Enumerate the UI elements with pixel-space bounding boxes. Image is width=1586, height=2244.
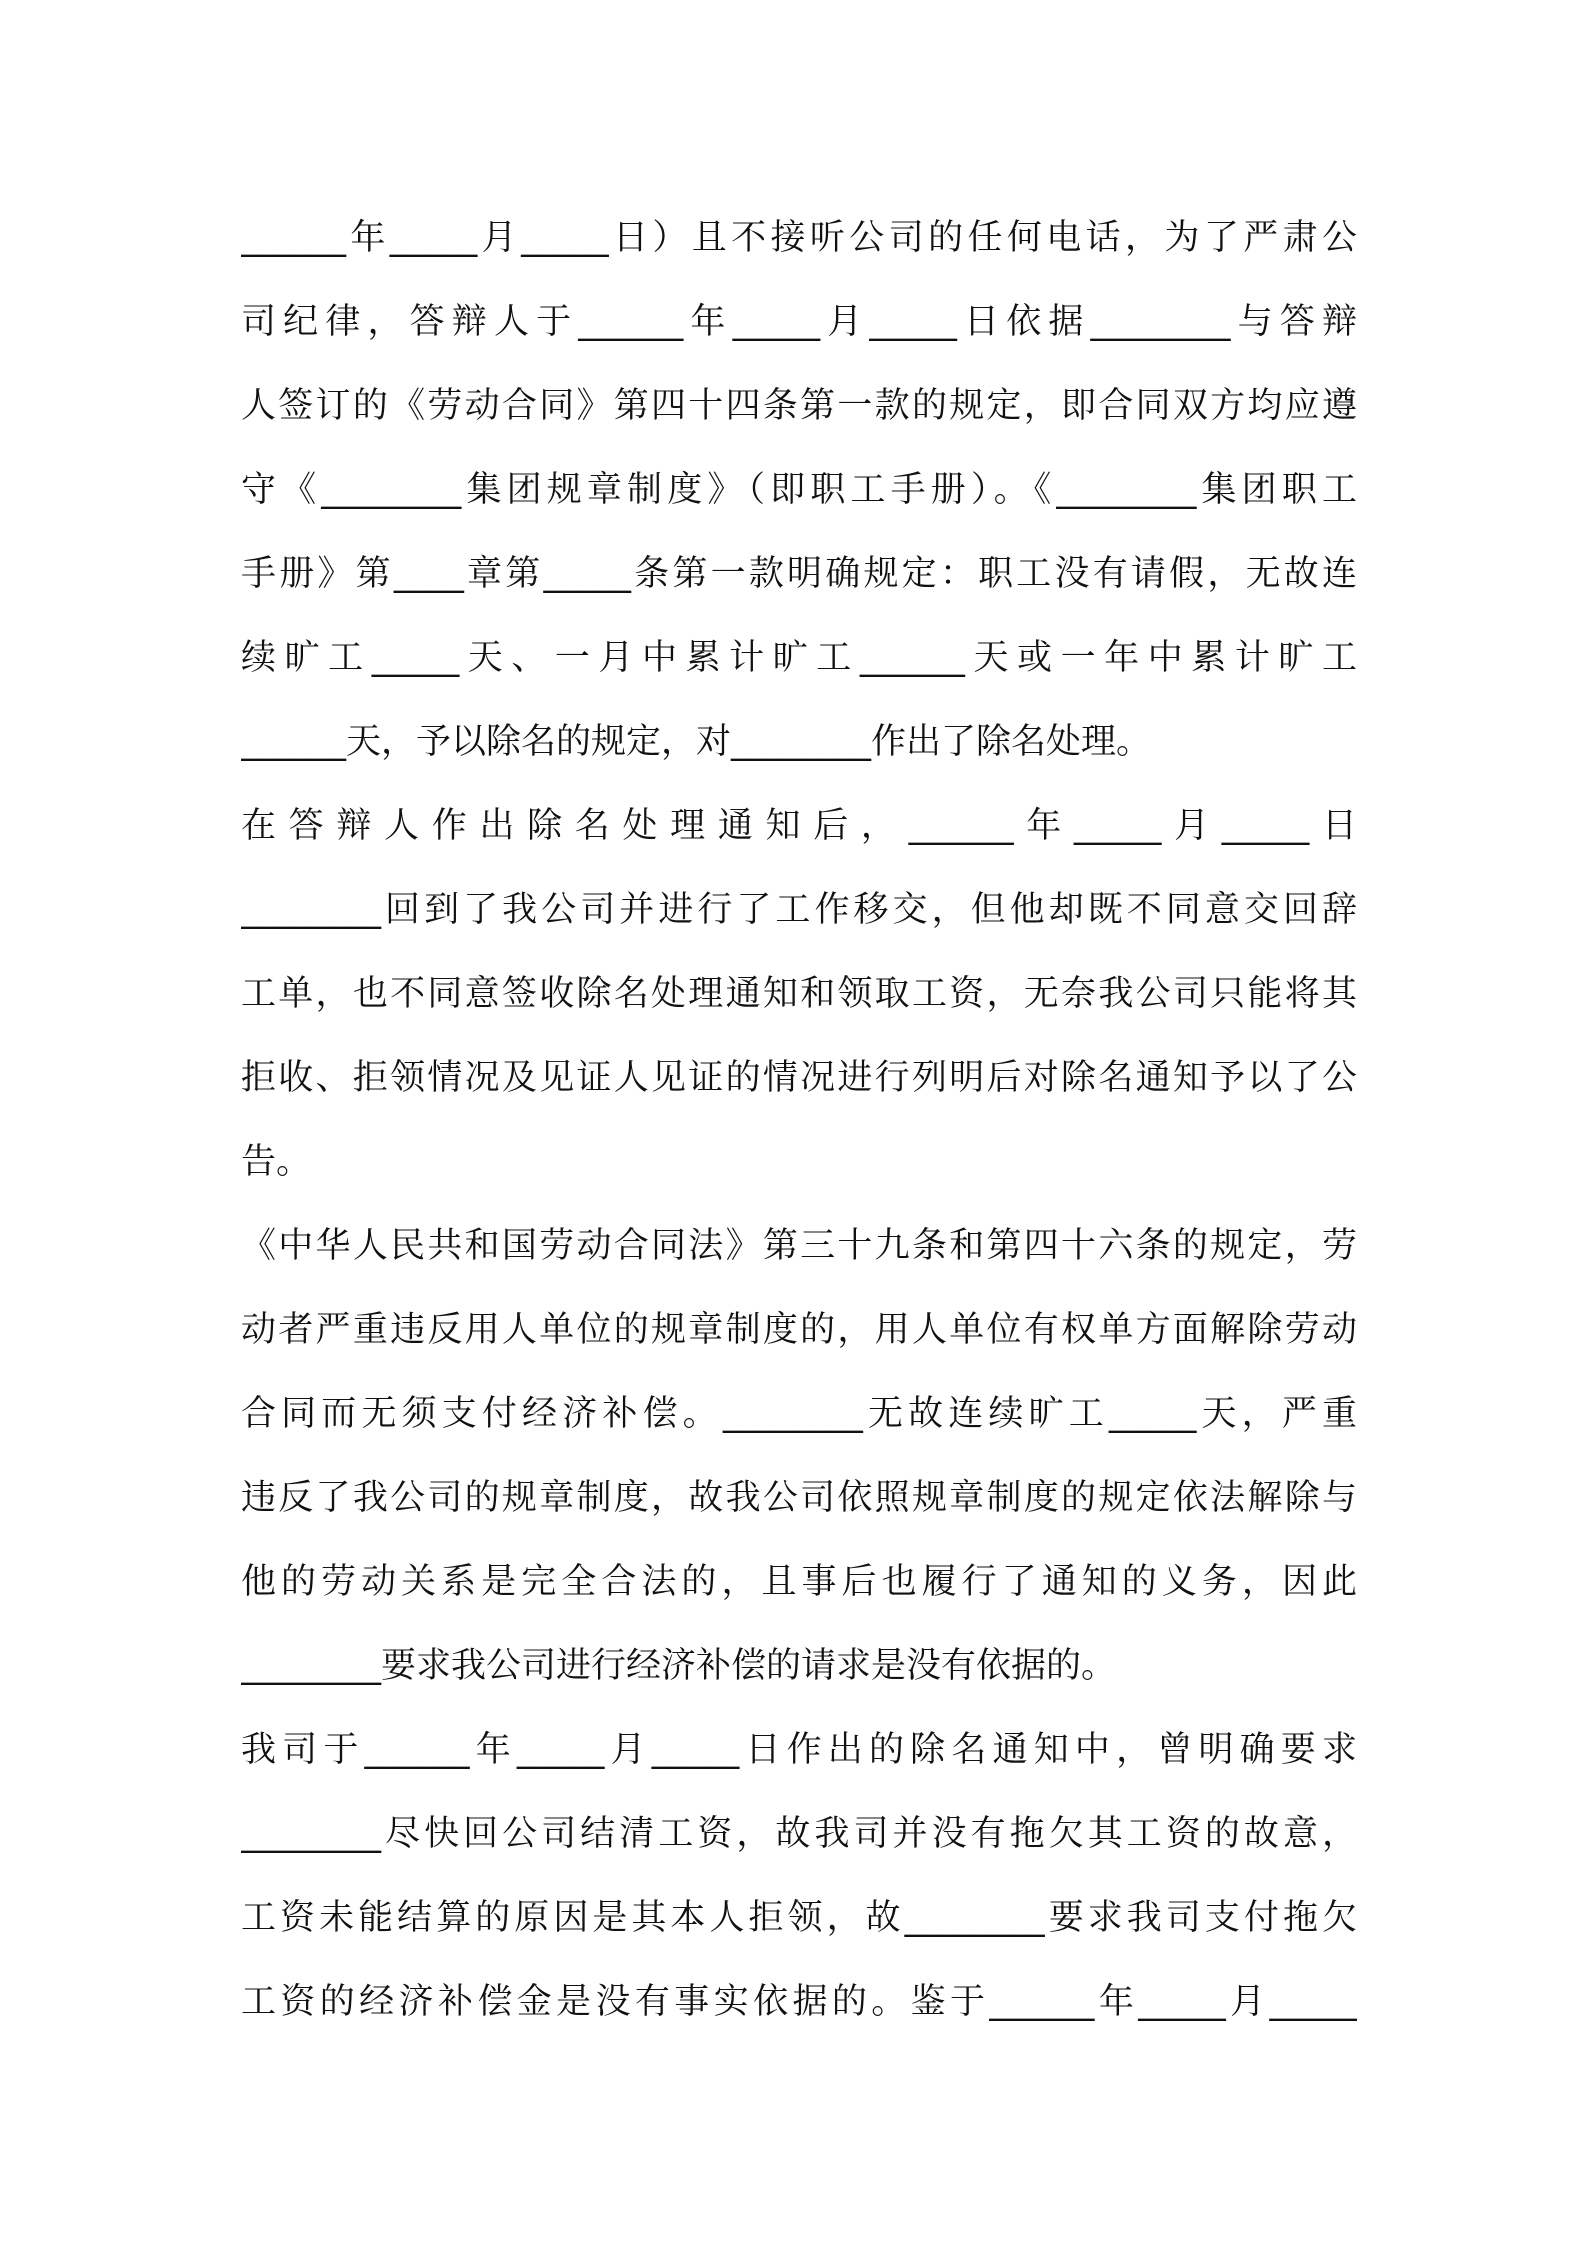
text-line: 拒收、拒领情况及见证人见证的情况进行列明后对除名通知予以了公 (241, 1058, 1357, 1098)
text-line: 司纪律，答辩人于______年_____月_____日依据________与答辩 (241, 302, 1357, 342)
text-line: 告。 (241, 1142, 312, 1182)
text-line: 动者严重违反用人单位的规章制度的，用人单位有权单方面解除劳动 (241, 1310, 1357, 1350)
text-line: ________要求我公司进行经济补偿的请求是没有依据的。 (241, 1646, 1117, 1686)
text-line: 工资的经济补偿金是没有事实依据的。鉴于______年_____月_____ (241, 1982, 1357, 2022)
text-line: ________尽快回公司结清工资，故我司并没有拖欠其工资的故意， (241, 1814, 1357, 1854)
text-line: 工单，也不同意签收除名处理通知和领取工资，无奈我公司只能将其 (241, 974, 1357, 1014)
text-line: ________回到了我公司并进行了工作移交，但他却既不同意交回辞 (241, 890, 1357, 930)
text-line: 合同而无须支付经济补偿。________无故连续旷工_____天，严重 (241, 1394, 1357, 1434)
text-line: 守《________集团规章制度》（即职工手册）。《________集团职工 (241, 470, 1357, 510)
text-line: 续旷工_____天、一月中累计旷工______天或一年中累计旷工 (241, 638, 1357, 678)
text-line: 违反了我公司的规章制度，故我公司依照规章制度的规定依法解除与 (241, 1478, 1357, 1518)
text-line: 我司于______年_____月_____日作出的除名通知中，曾明确要求 (241, 1730, 1357, 1770)
text-line: 手册》第____章第_____条第一款明确规定：职工没有请假，无故连 (241, 554, 1357, 594)
text-line: 他的劳动关系是完全合法的，且事后也履行了通知的义务，因此 (241, 1562, 1357, 1602)
text-line: 人签订的《劳动合同》第四十四条第一款的规定，即合同双方均应遵 (241, 386, 1357, 426)
text-line: 在答辩人作出除名处理通知后，______年_____月_____日 (241, 806, 1357, 846)
text-line: 《中华人民共和国劳动合同法》第三十九条和第四十六条的规定，劳 (241, 1226, 1357, 1266)
text-line: ______年_____月_____日）且不接听公司的任何电话，为了严肃公 (241, 218, 1357, 258)
text-line: ______天，予以除名的规定，对________作出了除名处理。 (241, 722, 1152, 762)
text-line: 工资未能结算的原因是其本人拒领，故________要求我司支付拖欠 (241, 1898, 1357, 1938)
document-body (241, 196, 1357, 2044)
